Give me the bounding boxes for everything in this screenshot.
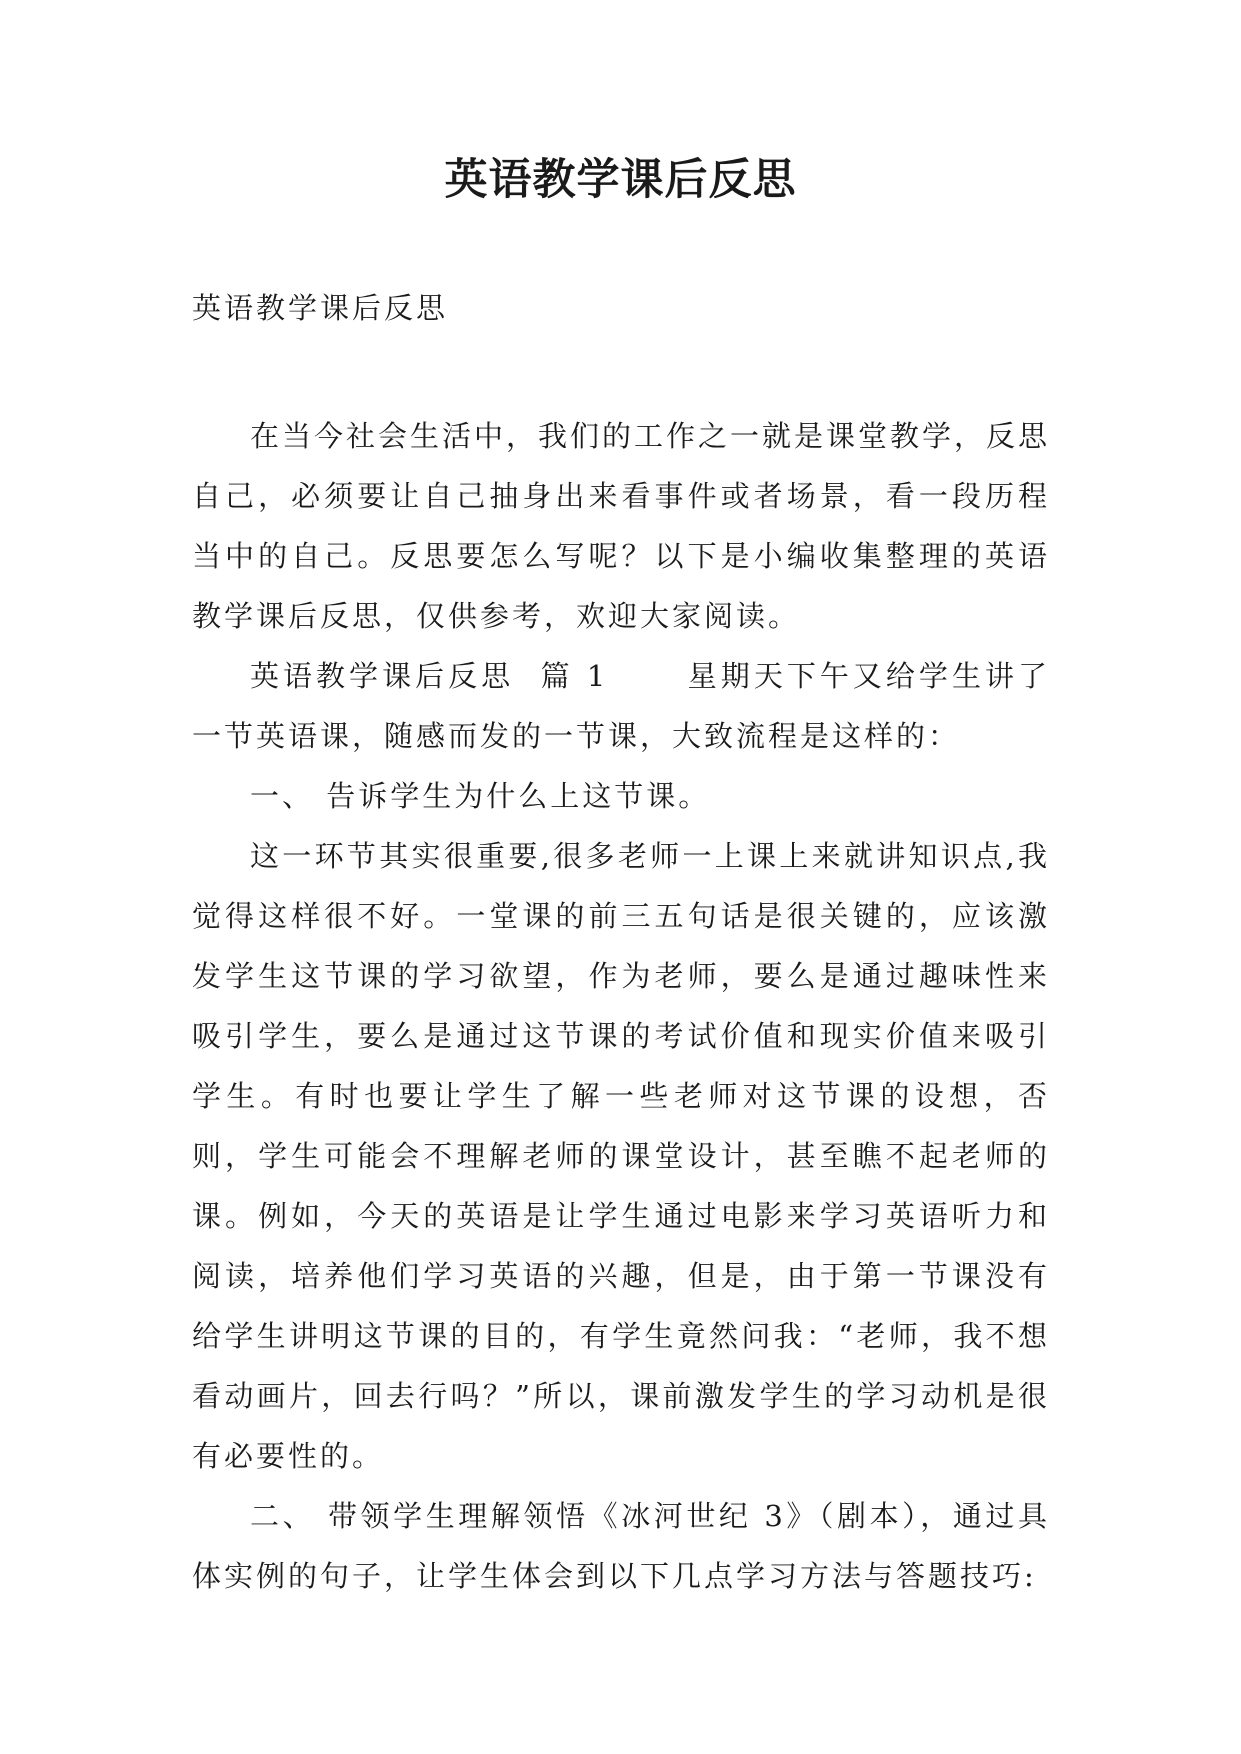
document-subtitle: 英语教学课后反思	[192, 291, 449, 325]
step-two-heading: 二、 带领学生理解领悟《冰河世纪 3》（剧本），通过具体实例的句子，让学生体会到以下几点学习方法与答题技巧:	[192, 1499, 1050, 1593]
document-body	[192, 406, 1050, 1606]
article-first-sentence: 星期天下午又给学生讲了一节英语课，随感而发的一节课，大致流程是这样的：	[192, 659, 1050, 753]
intro-paragraph: 在当今社会生活中，我们的工作之一就是课堂教学，反思自己，必须要让自己抽身出来看事件或者场景，看一段历程当中的自己。反思要怎么写呢？以下是小编收集整理的英语教学课后反思，仅供参考，欢迎大家阅读。	[192, 419, 1051, 633]
step-one-detail: 这一环节其实很重要,很多老师一上课上来就讲知识点,我觉得这样很不好。一堂课的前三五句话是很关键的，应该激发学生这节课的学习欲望，作为老师，要么是通过趣味性来吸引学生，要么是通过这节课的考试价值和现实价值来吸引学生。有时也要让学生了解一些老师对这节课的设想，否则，学生可能会不理解老师的课堂设计，甚至瞧不起老师的课。例如，今天的英语是让学生通过电影来学习英语听力和阅读，培养他们学习英语的兴趣，但是，由于第一节课没有给学生讲明这节课的目的，有学生竟然问我：“老师，我不想看动画片，回去行吗？”所以，课前激发学生的学习动机是很有必要性的。	[192, 839, 1050, 1473]
step-one-heading: 一、 告诉学生为什么上这节课。	[250, 779, 711, 813]
article-first-paragraph	[192, 646, 1050, 766]
document-title: 英语教学课后反思	[444, 155, 797, 205]
article-heading: 英语教学课后反思 篇 1	[250, 659, 688, 693]
